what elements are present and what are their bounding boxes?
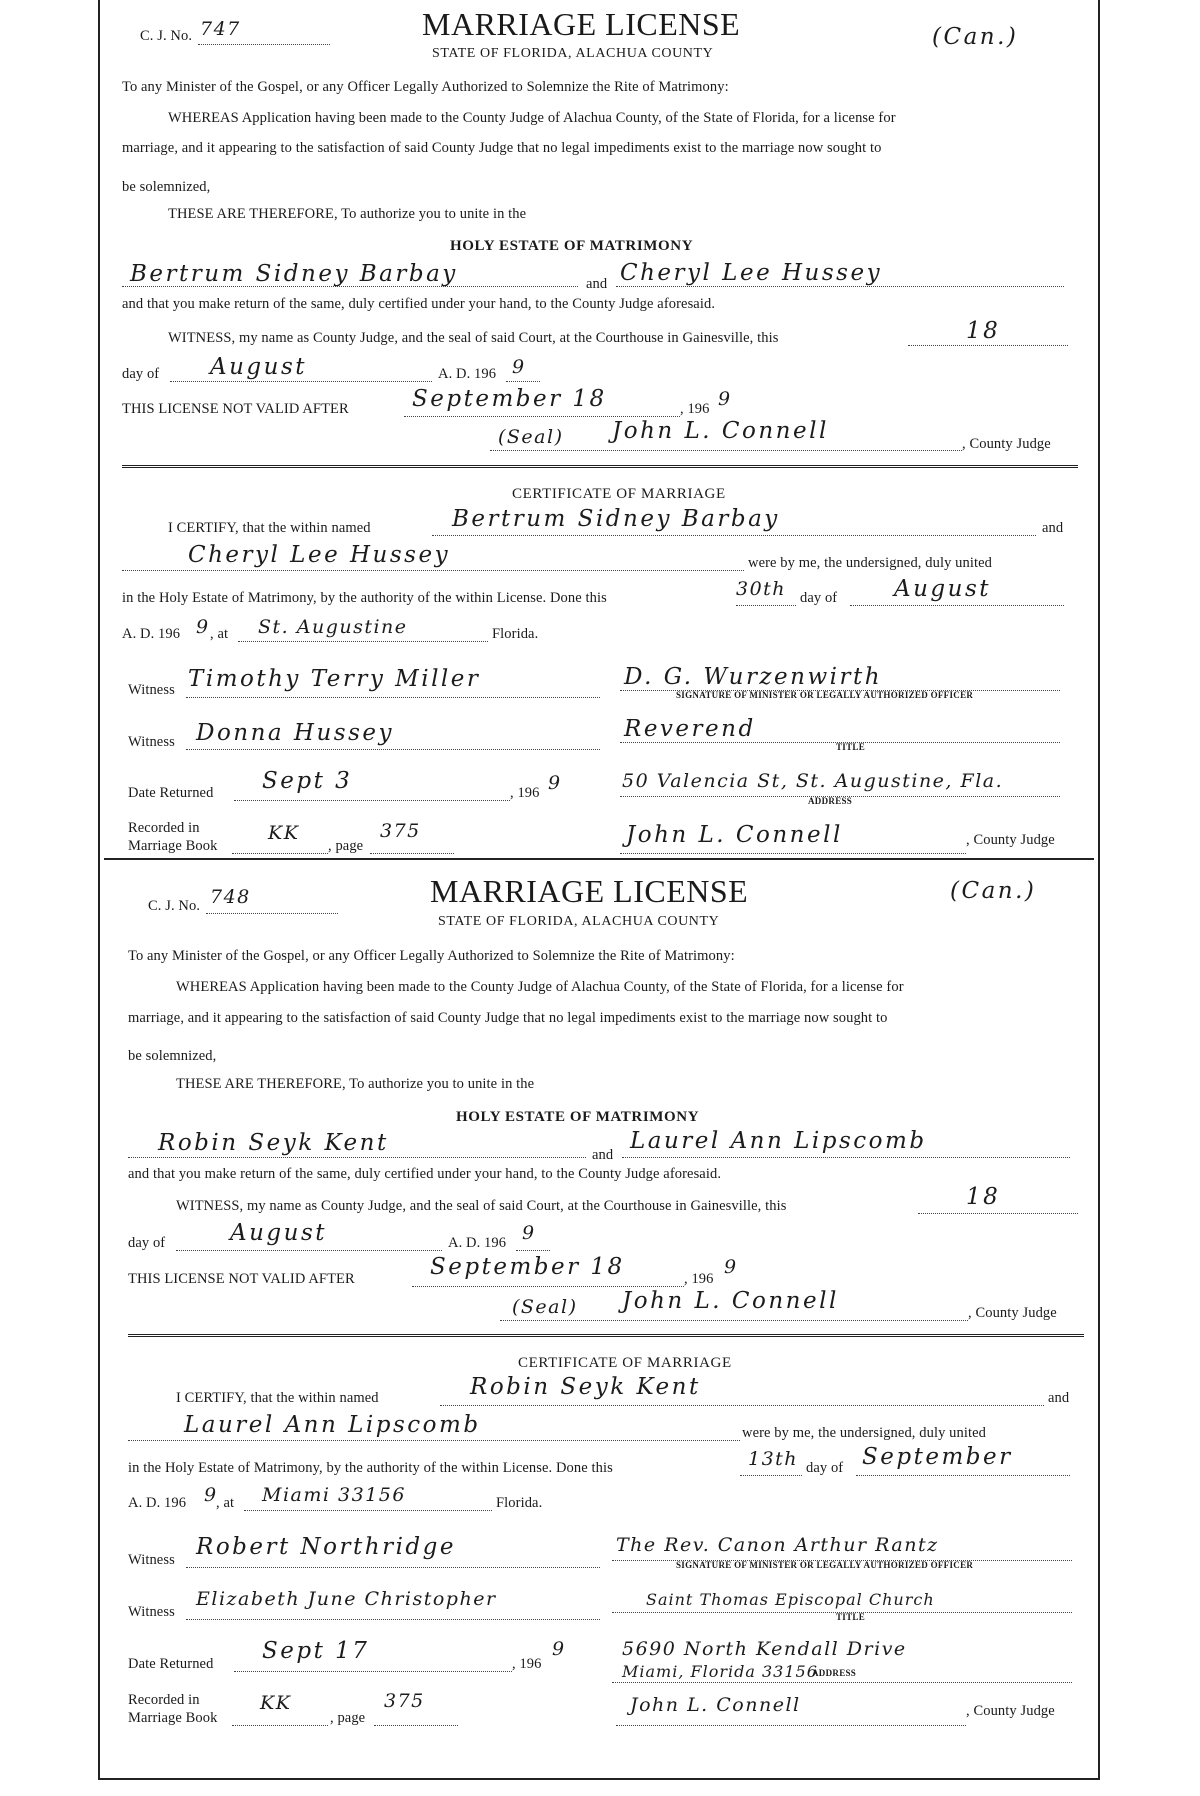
expiry-year: 9 <box>724 1256 738 1278</box>
bride-line <box>616 286 1064 287</box>
judge-signature: John L. Connell <box>612 418 829 444</box>
at-label: , at <box>216 1495 235 1511</box>
title-caption: TITLE <box>836 1612 866 1622</box>
ad-at-prefix: A. D. 196 <box>122 626 181 642</box>
officer-address-line <box>612 1682 1072 1683</box>
done-day: 30th <box>736 578 787 600</box>
witness-2-line <box>186 749 600 750</box>
page-number: 375 <box>380 820 421 842</box>
signature-caption: SIGNATURE OF MINISTER OR LEGALLY AUTHORIZED OFFICER <box>676 1560 974 1570</box>
issue-day-line <box>918 1213 1078 1214</box>
done-month: September <box>862 1444 1013 1470</box>
holy-estate-line: in the Holy Estate of Matrimony, by the authority of the within License. Done this <box>122 590 607 606</box>
recording-sign-line <box>620 853 966 854</box>
witness-text: WITNESS, my name as County Judge, and the seal of said Court, at the Courthouse in Gainesville, this <box>168 330 779 346</box>
witness-label-1: Witness <box>128 1552 175 1568</box>
issue-month-line <box>170 381 432 382</box>
whereas-line-1: WHEREAS Application having been made to the County Judge of Alachua County, of the State of Florida, for a license for <box>176 979 904 995</box>
certify-label: I CERTIFY, that the within named <box>168 520 371 536</box>
issue-day: 18 <box>966 1184 1001 1210</box>
cj-label: C. J. No. <box>140 28 193 44</box>
were-by-me: were by me, the undersigned, duly united <box>742 1425 986 1441</box>
officer-signature: The Rev. Canon Arthur Rantz <box>616 1534 939 1556</box>
issue-year-line <box>516 1250 550 1251</box>
done-place: St. Augustine <box>258 616 408 638</box>
florida-label: Florida. <box>496 1495 543 1511</box>
judge-sign-line <box>500 1320 968 1321</box>
witness-label-2: Witness <box>128 734 175 750</box>
cj-number-line <box>198 44 330 45</box>
recording-signature: John L. Connell <box>630 1694 801 1716</box>
issue-year-line <box>506 381 540 382</box>
returned-year-prefix: , 196 <box>512 1656 542 1672</box>
done-year: 9 <box>204 1484 218 1506</box>
at-label: , at <box>210 626 229 642</box>
day-of-label: day of <box>122 366 160 382</box>
returned-year: 9 <box>548 772 562 794</box>
issue-year: 9 <box>512 356 526 378</box>
place-line <box>244 1510 492 1511</box>
expiry-date: September 18 <box>412 386 607 412</box>
bottom-border <box>98 1778 1100 1780</box>
seal-note: (Seal) <box>512 1296 578 1318</box>
cert-and-word: and <box>1048 1390 1070 1406</box>
certify-label: I CERTIFY, that the within named <box>176 1390 379 1406</box>
holy-estate-heading: HOLY ESTATE OF MATRIMONY <box>450 238 694 254</box>
expiry-line <box>404 416 680 417</box>
license-separator <box>104 858 1094 860</box>
marriage-book-label: Marriage Book <box>128 838 218 854</box>
left-border <box>98 0 100 1780</box>
whereas-line-3: be solemnized, <box>122 179 211 195</box>
day-of-label-2: day of <box>800 590 838 606</box>
license-title: MARRIAGE LICENSE <box>430 873 749 909</box>
witness-text: WITNESS, my name as County Judge, and the seal of said Court, at the Courthouse in Gainesville, this <box>176 1198 787 1214</box>
cert-bride-line <box>128 1440 740 1441</box>
expiry-date: September 18 <box>430 1254 625 1280</box>
salutation: To any Minister of the Gospel, or any Officer Legally Authorized to Solemnize the Rite of Matrimony: <box>122 79 729 95</box>
not-valid-label: THIS LICENSE NOT VALID AFTER <box>128 1271 355 1287</box>
holy-estate-heading: HOLY ESTATE OF MATRIMONY <box>456 1109 700 1125</box>
bride-name: Cheryl Lee Hussey <box>620 260 883 286</box>
and-word: and <box>592 1147 614 1163</box>
expiry-line <box>412 1286 684 1287</box>
page-label: , page <box>330 1710 366 1726</box>
recording-signature: John L. Connell <box>626 822 843 848</box>
and-word: and <box>586 276 608 292</box>
day-of-label-2: day of <box>806 1460 844 1476</box>
whereas-line-2: marriage, and it appearing to the satisfaction of said County Judge that no legal impediments exist to the marriage now sought to <box>128 1010 888 1026</box>
cj-number: 747 <box>200 18 241 40</box>
done-day: 13th <box>748 1448 799 1470</box>
ad-label: A. D. 196 <box>448 1235 507 1251</box>
bride-name: Laurel Ann Lipscomb <box>630 1128 927 1154</box>
witness-2-line <box>186 1619 600 1620</box>
recorded-in-label: Recorded in <box>128 820 200 836</box>
date-returned: Sept 3 <box>262 768 353 794</box>
corner-note: (Can.) <box>950 878 1037 904</box>
book-number: KK <box>260 1692 292 1714</box>
done-year: 9 <box>196 616 210 638</box>
cert-bride-line <box>122 570 744 571</box>
page-label: , page <box>328 838 364 854</box>
issue-month: August <box>230 1220 328 1246</box>
cj-label: C. J. No. <box>148 898 201 914</box>
witness-1-line <box>186 697 600 698</box>
groom-name: Bertrum Sidney Barbay <box>130 261 458 287</box>
ad-at-prefix: A. D. 196 <box>128 1495 187 1511</box>
cert-bride: Laurel Ann Lipscomb <box>184 1412 481 1438</box>
date-returned-label: Date Returned <box>128 1656 214 1672</box>
right-border <box>1098 0 1100 1780</box>
officer-signature: D. G. Wurzenwirth <box>624 664 883 690</box>
place-line <box>238 641 488 642</box>
these-are-therefore: THESE ARE THEREFORE, To authorize you to unite in the <box>176 1076 535 1092</box>
marriage-book-label: Marriage Book <box>128 1710 218 1726</box>
county-judge-label: , County Judge <box>968 1305 1057 1321</box>
officer-address: 50 Valencia St, St. Augustine, Fla. <box>622 770 1004 792</box>
cert-groom-line <box>432 535 1036 536</box>
cert-groom-line <box>440 1405 1044 1406</box>
witness-label-1: Witness <box>128 682 175 698</box>
returned-year: 9 <box>552 1638 566 1660</box>
recording-sign-line <box>616 1725 966 1726</box>
witness-2: Donna Hussey <box>196 720 395 746</box>
seal-note: (Seal) <box>498 426 564 448</box>
date-returned-line <box>234 800 510 801</box>
were-by-me: were by me, the undersigned, duly united <box>748 555 992 571</box>
witness-2: Elizabeth June Christopher <box>196 1588 497 1610</box>
cert-bride: Cheryl Lee Hussey <box>188 542 451 568</box>
license-subtitle: STATE OF FLORIDA, ALACHUA COUNTY <box>432 46 714 61</box>
done-month: August <box>894 576 992 602</box>
holy-estate-line: in the Holy Estate of Matrimony, by the authority of the within License. Done this <box>128 1460 613 1476</box>
issue-day-line <box>908 345 1068 346</box>
expiry-year: 9 <box>718 388 732 410</box>
return-line: and that you make return of the same, duly certified under your hand, to the County Judge aforesaid. <box>122 296 716 312</box>
issue-month-line <box>176 1250 442 1251</box>
witness-label-2: Witness <box>128 1604 175 1620</box>
ad-label: A. D. 196 <box>438 366 497 382</box>
date-returned: Sept 17 <box>262 1638 370 1664</box>
these-are-therefore: THESE ARE THEREFORE, To authorize you to unite in the <box>168 206 527 222</box>
done-month-line <box>856 1475 1070 1476</box>
witness-1-line <box>186 1567 600 1568</box>
cert-groom: Robin Seyk Kent <box>470 1374 701 1400</box>
witness-1: Robert Northridge <box>196 1534 456 1560</box>
date-returned-line <box>234 1671 512 1672</box>
address-caption: ADDRESS <box>812 1668 857 1678</box>
county-judge-label: , County Judge <box>962 436 1051 452</box>
page-line <box>370 853 454 854</box>
corner-note: (Can.) <box>932 24 1019 50</box>
done-place: Miami 33156 <box>262 1484 406 1506</box>
county-judge-label-2: , County Judge <box>966 1703 1055 1719</box>
officer-address: 5690 North Kendall Drive <box>622 1638 907 1660</box>
whereas-line-3: be solemnized, <box>128 1048 217 1064</box>
issue-day: 18 <box>966 318 1001 344</box>
county-judge-label-2: , County Judge <box>966 832 1055 848</box>
license-subtitle: STATE OF FLORIDA, ALACHUA COUNTY <box>438 914 720 929</box>
judge-sign-line <box>490 450 962 451</box>
officer-title: Reverend <box>624 716 756 742</box>
officer-address-2: Miami, Florida 33156 <box>622 1662 818 1681</box>
judge-signature: John L. Connell <box>622 1288 839 1314</box>
returned-year-prefix: , 196 <box>510 785 540 801</box>
witness-1: Timothy Terry Miller <box>188 666 481 692</box>
issue-year: 9 <box>522 1222 536 1244</box>
florida-label: Florida. <box>492 626 539 642</box>
signature-caption: SIGNATURE OF MINISTER OR LEGALLY AUTHORIZED OFFICER <box>676 690 974 700</box>
title-caption: TITLE <box>836 742 866 752</box>
done-day-line <box>736 605 796 606</box>
salutation: To any Minister of the Gospel, or any Officer Legally Authorized to Solemnize the Rite of Matrimony: <box>128 948 735 964</box>
address-caption: ADDRESS <box>808 796 853 806</box>
cj-number-line <box>206 913 338 914</box>
groom-name: Robin Seyk Kent <box>158 1130 389 1156</box>
book-line <box>232 1725 328 1726</box>
expiry-year-prefix: , 196 <box>684 1271 714 1287</box>
officer-title: Saint Thomas Episcopal Church <box>646 1590 935 1609</box>
page-line <box>374 1725 458 1726</box>
whereas-line-1: WHEREAS Application having been made to the County Judge of Alachua County, of the State of Florida, for a license for <box>168 110 896 126</box>
certificate-heading: CERTIFICATE OF MARRIAGE <box>512 486 726 502</box>
whereas-line-2: marriage, and it appearing to the satisfaction of said County Judge that no legal impediments exist to the marriage now sought to <box>122 140 882 156</box>
return-line: and that you make return of the same, duly certified under your hand, to the County Judge aforesaid. <box>128 1166 722 1182</box>
not-valid-label: THIS LICENSE NOT VALID AFTER <box>122 401 349 417</box>
section-divider <box>128 1334 1084 1339</box>
certificate-heading: CERTIFICATE OF MARRIAGE <box>518 1355 732 1371</box>
recorded-in-label: Recorded in <box>128 1692 200 1708</box>
page-number: 375 <box>384 1690 425 1712</box>
done-day-line <box>740 1475 802 1476</box>
cert-groom: Bertrum Sidney Barbay <box>452 506 780 532</box>
section-divider <box>122 465 1078 470</box>
day-of-label: day of <box>128 1235 166 1251</box>
expiry-year-prefix: , 196 <box>680 401 710 417</box>
date-returned-label: Date Returned <box>128 785 214 801</box>
book-number: KK <box>268 822 300 844</box>
book-line <box>232 853 328 854</box>
bride-line <box>622 1157 1070 1158</box>
cert-and-word: and <box>1042 520 1064 536</box>
cj-number: 748 <box>210 886 251 908</box>
license-title: MARRIAGE LICENSE <box>422 6 741 42</box>
issue-month: August <box>210 354 308 380</box>
done-month-line <box>850 605 1064 606</box>
groom-line <box>128 1157 586 1158</box>
